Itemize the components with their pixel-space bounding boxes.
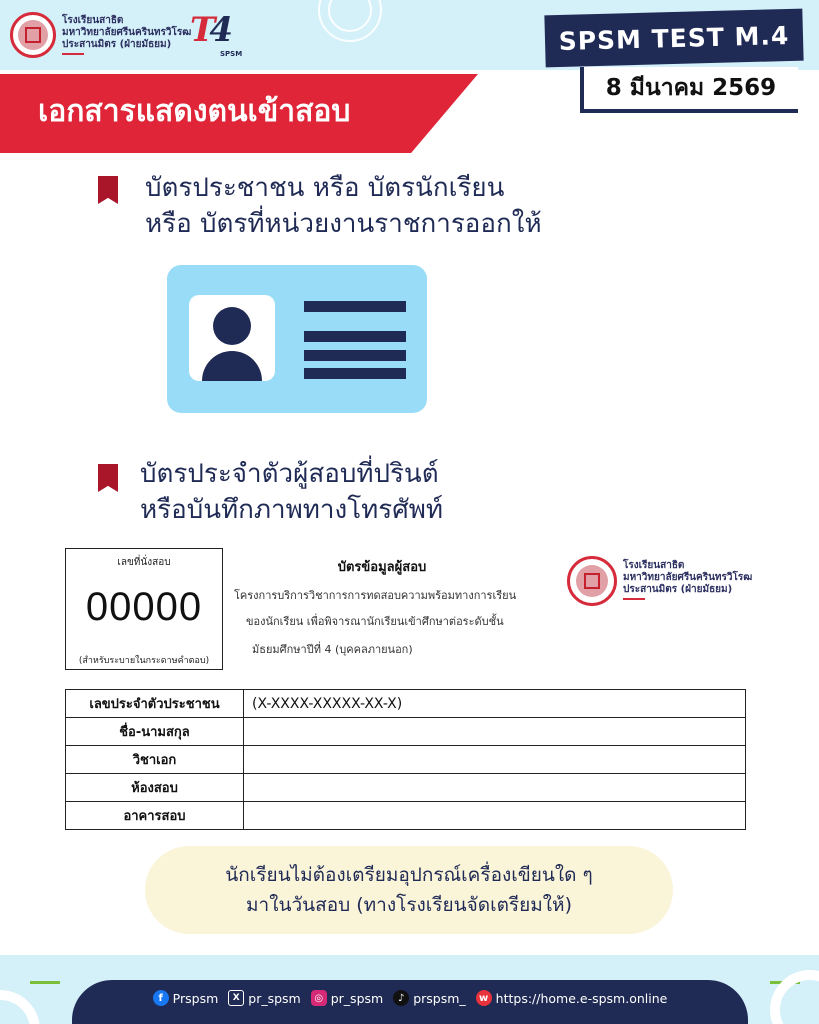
x-handle: pr_spsm <box>248 990 301 1006</box>
exam-card-desc-line3: มัธยมศึกษาปีที่ 4 (บุคคลภายนอก) <box>252 643 413 656</box>
seat-label: เลขที่นั่งสอบ <box>117 557 171 568</box>
exam-card-desc-line2: ของนักเรียน เพื่อพิจารณานักเรียนเข้าศึกษาต่อระดับชั้น <box>246 615 504 628</box>
notice-line1: นักเรียนไม่ต้องเตรียมอุปกรณ์เครื่องเขียนใด ๆ <box>225 864 593 886</box>
school-seal-icon <box>567 556 617 606</box>
card-line <box>304 331 406 342</box>
section2-heading <box>140 456 443 528</box>
facebook-handle: Prspsm <box>172 990 219 1006</box>
school-seal-icon <box>10 12 56 58</box>
notice-line2: มาในวันสอบ (ทางโรงเรียนจัดเตรียมให้) <box>246 894 572 916</box>
social-links <box>72 990 748 1006</box>
card-line <box>304 350 406 361</box>
exam-card-desc-line1: โครงการบริการวิชาการการทดสอบความพร้อมทางการเรียน <box>234 589 517 602</box>
notice-box <box>145 846 673 934</box>
website-link[interactable] <box>476 990 668 1006</box>
section1-line1: บัตรประชาชน หรือ บัตรนักเรียน <box>145 173 505 203</box>
school-logo <box>10 12 191 58</box>
row-value <box>244 802 746 830</box>
x-icon: X <box>228 990 244 1006</box>
card-school-name <box>623 560 752 600</box>
section2-line2: หรือบันทึกภาพทางโทรศัพท์ <box>140 495 444 525</box>
table-row <box>66 802 746 830</box>
table-row <box>66 774 746 802</box>
bookmark-icon <box>98 464 118 492</box>
card-school-line3: ประสานมิตร (ฝ่ายมัธยม) <box>623 584 733 595</box>
facebook-link[interactable] <box>153 990 219 1006</box>
tiktok-handle: prspsm_ <box>413 990 466 1006</box>
t4-logo <box>190 10 248 60</box>
website-icon: w <box>476 990 492 1006</box>
card-school-line2: มหาวิทยาลัยศรีนครินทรวิโรฒ <box>623 572 753 583</box>
t4-logo-4: 4 <box>209 10 227 50</box>
bookmark-icon <box>98 176 118 204</box>
row-value: (X-XXXX-XXXXX-XX-X) <box>244 690 746 718</box>
tiktok-link[interactable] <box>393 990 465 1006</box>
table-row <box>66 690 746 718</box>
test-date-badge: 8 มีนาคม 2569 <box>580 67 798 113</box>
card-school-line1: โรงเรียนสาธิต <box>623 560 685 571</box>
school-name-line1: โรงเรียนสาธิต <box>62 15 124 26</box>
row-value <box>244 774 746 802</box>
instagram-handle: pr_spsm <box>330 990 384 1006</box>
school-name <box>62 15 191 55</box>
seat-note: (สำหรับระบายในกระดาษคำตอบ) <box>78 656 210 666</box>
table-row <box>66 746 746 774</box>
exam-card-title: บัตรข้อมูลผู้สอบ <box>337 560 427 575</box>
user-avatar-icon <box>189 295 275 381</box>
test-title-badge: SPSM TEST M.4 <box>544 9 803 68</box>
card-line <box>304 368 406 379</box>
row-label: วิชาเอก <box>66 746 244 774</box>
instagram-link[interactable] <box>311 990 383 1006</box>
row-label: อาคารสอบ <box>66 802 244 830</box>
school-name-line3: ประสานมิตร (ฝ่ายมัธยม) <box>62 39 172 50</box>
row-value <box>244 718 746 746</box>
t4-logo-t: T <box>190 10 210 50</box>
row-label: เลขประจำตัวประชาชน <box>66 690 244 718</box>
instagram-icon: ◎ <box>311 990 327 1006</box>
id-card-illustration <box>167 265 427 413</box>
section1-heading <box>145 170 542 242</box>
school-name-line2: มหาวิทยาลัยศรีนครินทรวิโรฒ <box>62 27 192 38</box>
table-row <box>66 718 746 746</box>
card-line <box>304 301 406 312</box>
page-title: เอกสารแสดงตนเข้าสอบ <box>38 94 351 129</box>
section2-line1: บัตรประจำตัวผู้สอบที่ปรินต์ <box>140 459 439 489</box>
exam-info-table <box>65 689 746 830</box>
x-link[interactable] <box>228 990 300 1006</box>
section1-line2: หรือ บัตรที่หน่วยงานราชการออกให้ <box>145 209 542 239</box>
seat-number-box <box>65 548 223 670</box>
t4-logo-caption: SPSM <box>220 50 243 58</box>
row-value <box>244 746 746 774</box>
website-url: https://home.e-spsm.online <box>495 990 668 1006</box>
grass-decor <box>30 972 60 984</box>
facebook-icon: f <box>153 990 169 1006</box>
tiktok-icon: ♪ <box>393 990 409 1006</box>
row-label: ชื่อ-นามสกุล <box>66 718 244 746</box>
seat-number: 00000 <box>85 585 203 629</box>
row-label: ห้องสอบ <box>66 774 244 802</box>
